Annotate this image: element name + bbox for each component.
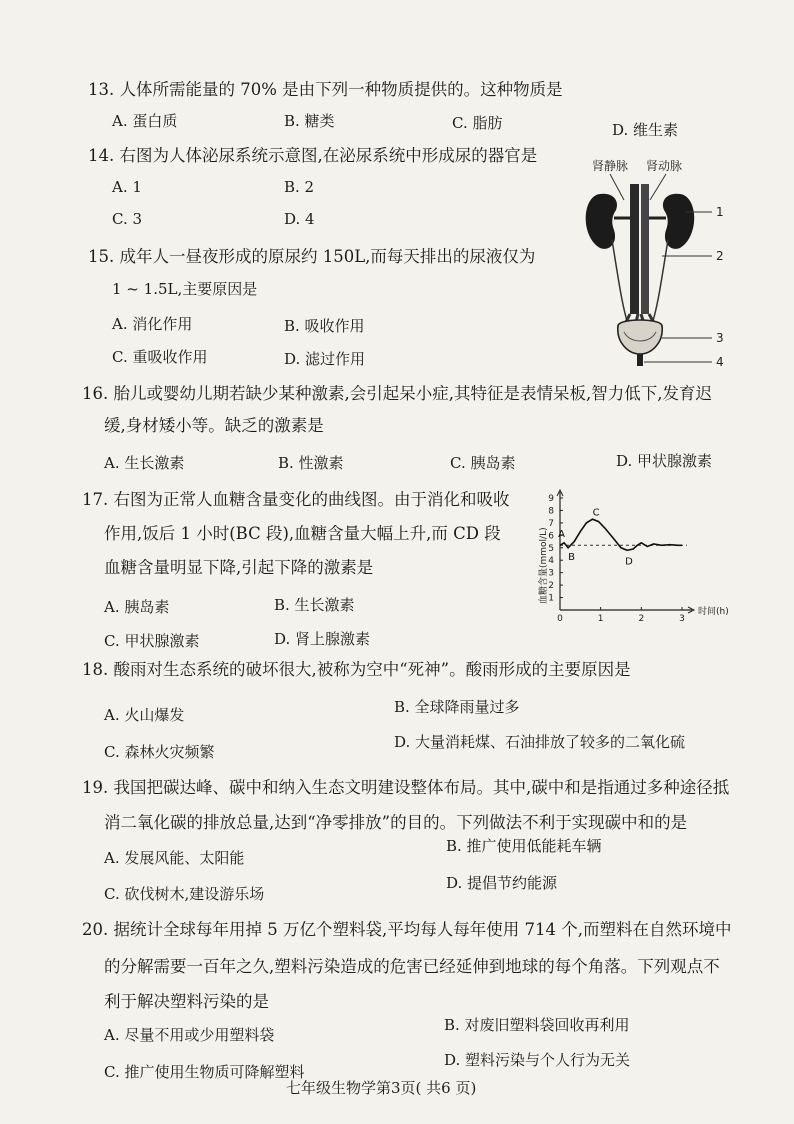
y-tick-label: 6 [548,531,554,542]
point-label-a: A [558,528,565,540]
q20-stem-line2: 的分解需要一百年之久,塑料污染造成的危害已经延伸到地球的每个角落。下列观点不 [104,957,720,976]
q17-stem-line1: 17. 右图为正常人血糖含量变化的曲线图。由于消化和吸收 [82,490,510,509]
y-tick-label: 1 [548,593,554,604]
y-tick-label: 5 [548,543,554,554]
q19-option-a: A. 发展风能、太阳能 [104,849,245,867]
aorta [641,184,649,314]
renal-artery-label: 肾动脉 [646,159,683,173]
q20-option-b: B. 对废旧塑料袋回收再利用 [444,1016,630,1034]
q17-stem-line3: 血糖含量明显下降,引起下降的激素是 [104,558,374,577]
x-tick-label: 0 [557,614,563,624]
q15-stem-line2: 1 ~ 1.5L,主要原因是 [112,280,258,298]
q19-option-c: C. 砍伐树木,建设游乐场 [104,885,265,903]
bladder [618,320,662,354]
x-axis-label: 时间(h) [698,607,729,617]
urethra [637,354,643,366]
part-number-3: 3 [716,331,724,345]
point-labels [558,508,633,568]
q15-option-b: B. 吸收作用 [284,317,365,335]
q14-option-d: D. 4 [284,210,315,228]
q16-option-b: B. 性激素 [278,454,344,472]
q13-option-a: A. 蛋白质 [112,112,178,130]
x-tick-label: 2 [638,614,645,624]
part-number-2: 2 [716,249,724,263]
point-label-b: B [568,551,576,563]
part-number-1: 1 [716,205,724,219]
q16-option-d: D. 甲状腺激素 [616,452,713,470]
q19-option-b: B. 推广使用低能耗车辆 [446,837,602,855]
y-axis-label: 血糖含量(mmol/L) [539,527,549,604]
point-label-d: D [625,556,633,568]
q15-option-a: A. 消化作用 [112,315,193,333]
q20-option-a: A. 尽量不用或少用塑料袋 [104,1026,275,1044]
right-ureter [652,240,668,324]
q14-option-a: A. 1 [112,178,142,196]
q17-option-c: C. 甲状腺激素 [104,632,200,650]
q18-option-a: A. 火山爆发 [104,706,185,724]
y-tick-label: 8 [548,506,554,517]
q14-option-c: C. 3 [112,210,143,228]
q15-option-d: D. 滤过作用 [284,350,366,368]
y-tick-label: 2 [548,581,554,592]
q13-stem: 13. 人体所需能量的 70% 是由下列一种物质提供的。这种物质是 [88,80,563,99]
point-label-c: C [592,507,600,519]
urinary-system-figure [578,156,738,370]
y-tick-label: 9 [548,494,554,504]
q17-option-d: D. 肾上腺激素 [274,630,371,648]
blood-glucose-chart [532,484,732,632]
q16-option-a: A. 生长激素 [104,454,185,472]
q19-option-d: D. 提倡节约能源 [446,874,558,892]
q16-stem-line1: 16. 胎儿或婴幼儿期若缺少某种激素,会引起呆小症,其特征是表情呆板,智力低下,发育迟 [82,384,712,403]
q20-stem-line3: 利于解决塑料污染的是 [104,992,269,1011]
y-ticks [548,494,563,604]
q13-option-d: D. 维生素 [612,121,679,139]
q18-option-c: C. 森林火灾频繁 [104,743,215,761]
x-tick-label: 3 [679,614,685,624]
q18-option-d: D. 大量消耗煤、石油排放了较多的二氧化硫 [394,733,686,751]
q16-option-c: C. 胰岛素 [450,454,516,472]
y-tick-label: 3 [548,568,554,579]
q20-stem-line1: 20. 据统计全球每年用掉 5 万亿个塑料袋,平均每人每年使用 714 个,而塑料在自然环境中 [82,920,732,939]
q18-stem: 18. 酸雨对生态系统的破坏很大,被称为空中“死神”。酸雨形成的主要原因是 [82,660,631,679]
artery-pointer-line [650,174,666,200]
vena-cava [630,184,639,314]
y-tick-label: 7 [548,518,554,529]
part-number-4: 4 [716,355,724,369]
q13-option-c: C. 脂肪 [452,114,503,132]
q18-option-b: B. 全球降雨量过多 [394,698,520,716]
y-tick-label: 4 [548,556,554,567]
q20-option-c: C. 推广使用生物质可降解塑料 [104,1063,305,1081]
q17-option-b: B. 生长激素 [274,596,355,614]
q15-option-c: C. 重吸收作用 [112,348,208,366]
page-footer: 七年级生物学第3页( 共6 页) [286,1079,477,1097]
q19-stem-line1: 19. 我国把碳达峰、碳中和纳入生态文明建设整体布局。其中,碳中和是指通过多种途径抵 [82,778,730,797]
q14-stem: 14. 右图为人体泌尿系统示意图,在泌尿系统中形成尿的器官是 [88,146,538,165]
q13-option-b: B. 糖类 [284,112,335,130]
q19-stem-line2: 消二氧化碳的排放总量,达到“净零排放”的目的。下列做法不利于实现碳中和的是 [104,813,688,832]
q16-stem-line2: 缓,身材矮小等。缺乏的激素是 [104,416,324,435]
left-ureter [612,240,628,324]
renal-vein-label: 肾静脉 [592,159,629,173]
q17-option-a: A. 胰岛素 [104,598,170,616]
q15-stem-line1: 15. 成年人一昼夜形成的原尿约 150L,而每天排出的尿液仅为 [88,247,536,266]
q20-option-d: D. 塑料污染与个人行为无关 [444,1051,631,1069]
x-tick-label: 1 [597,614,604,624]
q14-option-b: B. 2 [284,178,315,196]
q17-stem-line2: 作用,饭后 1 小时(BC 段),血糖含量大幅上升,而 CD 段 [104,524,501,543]
